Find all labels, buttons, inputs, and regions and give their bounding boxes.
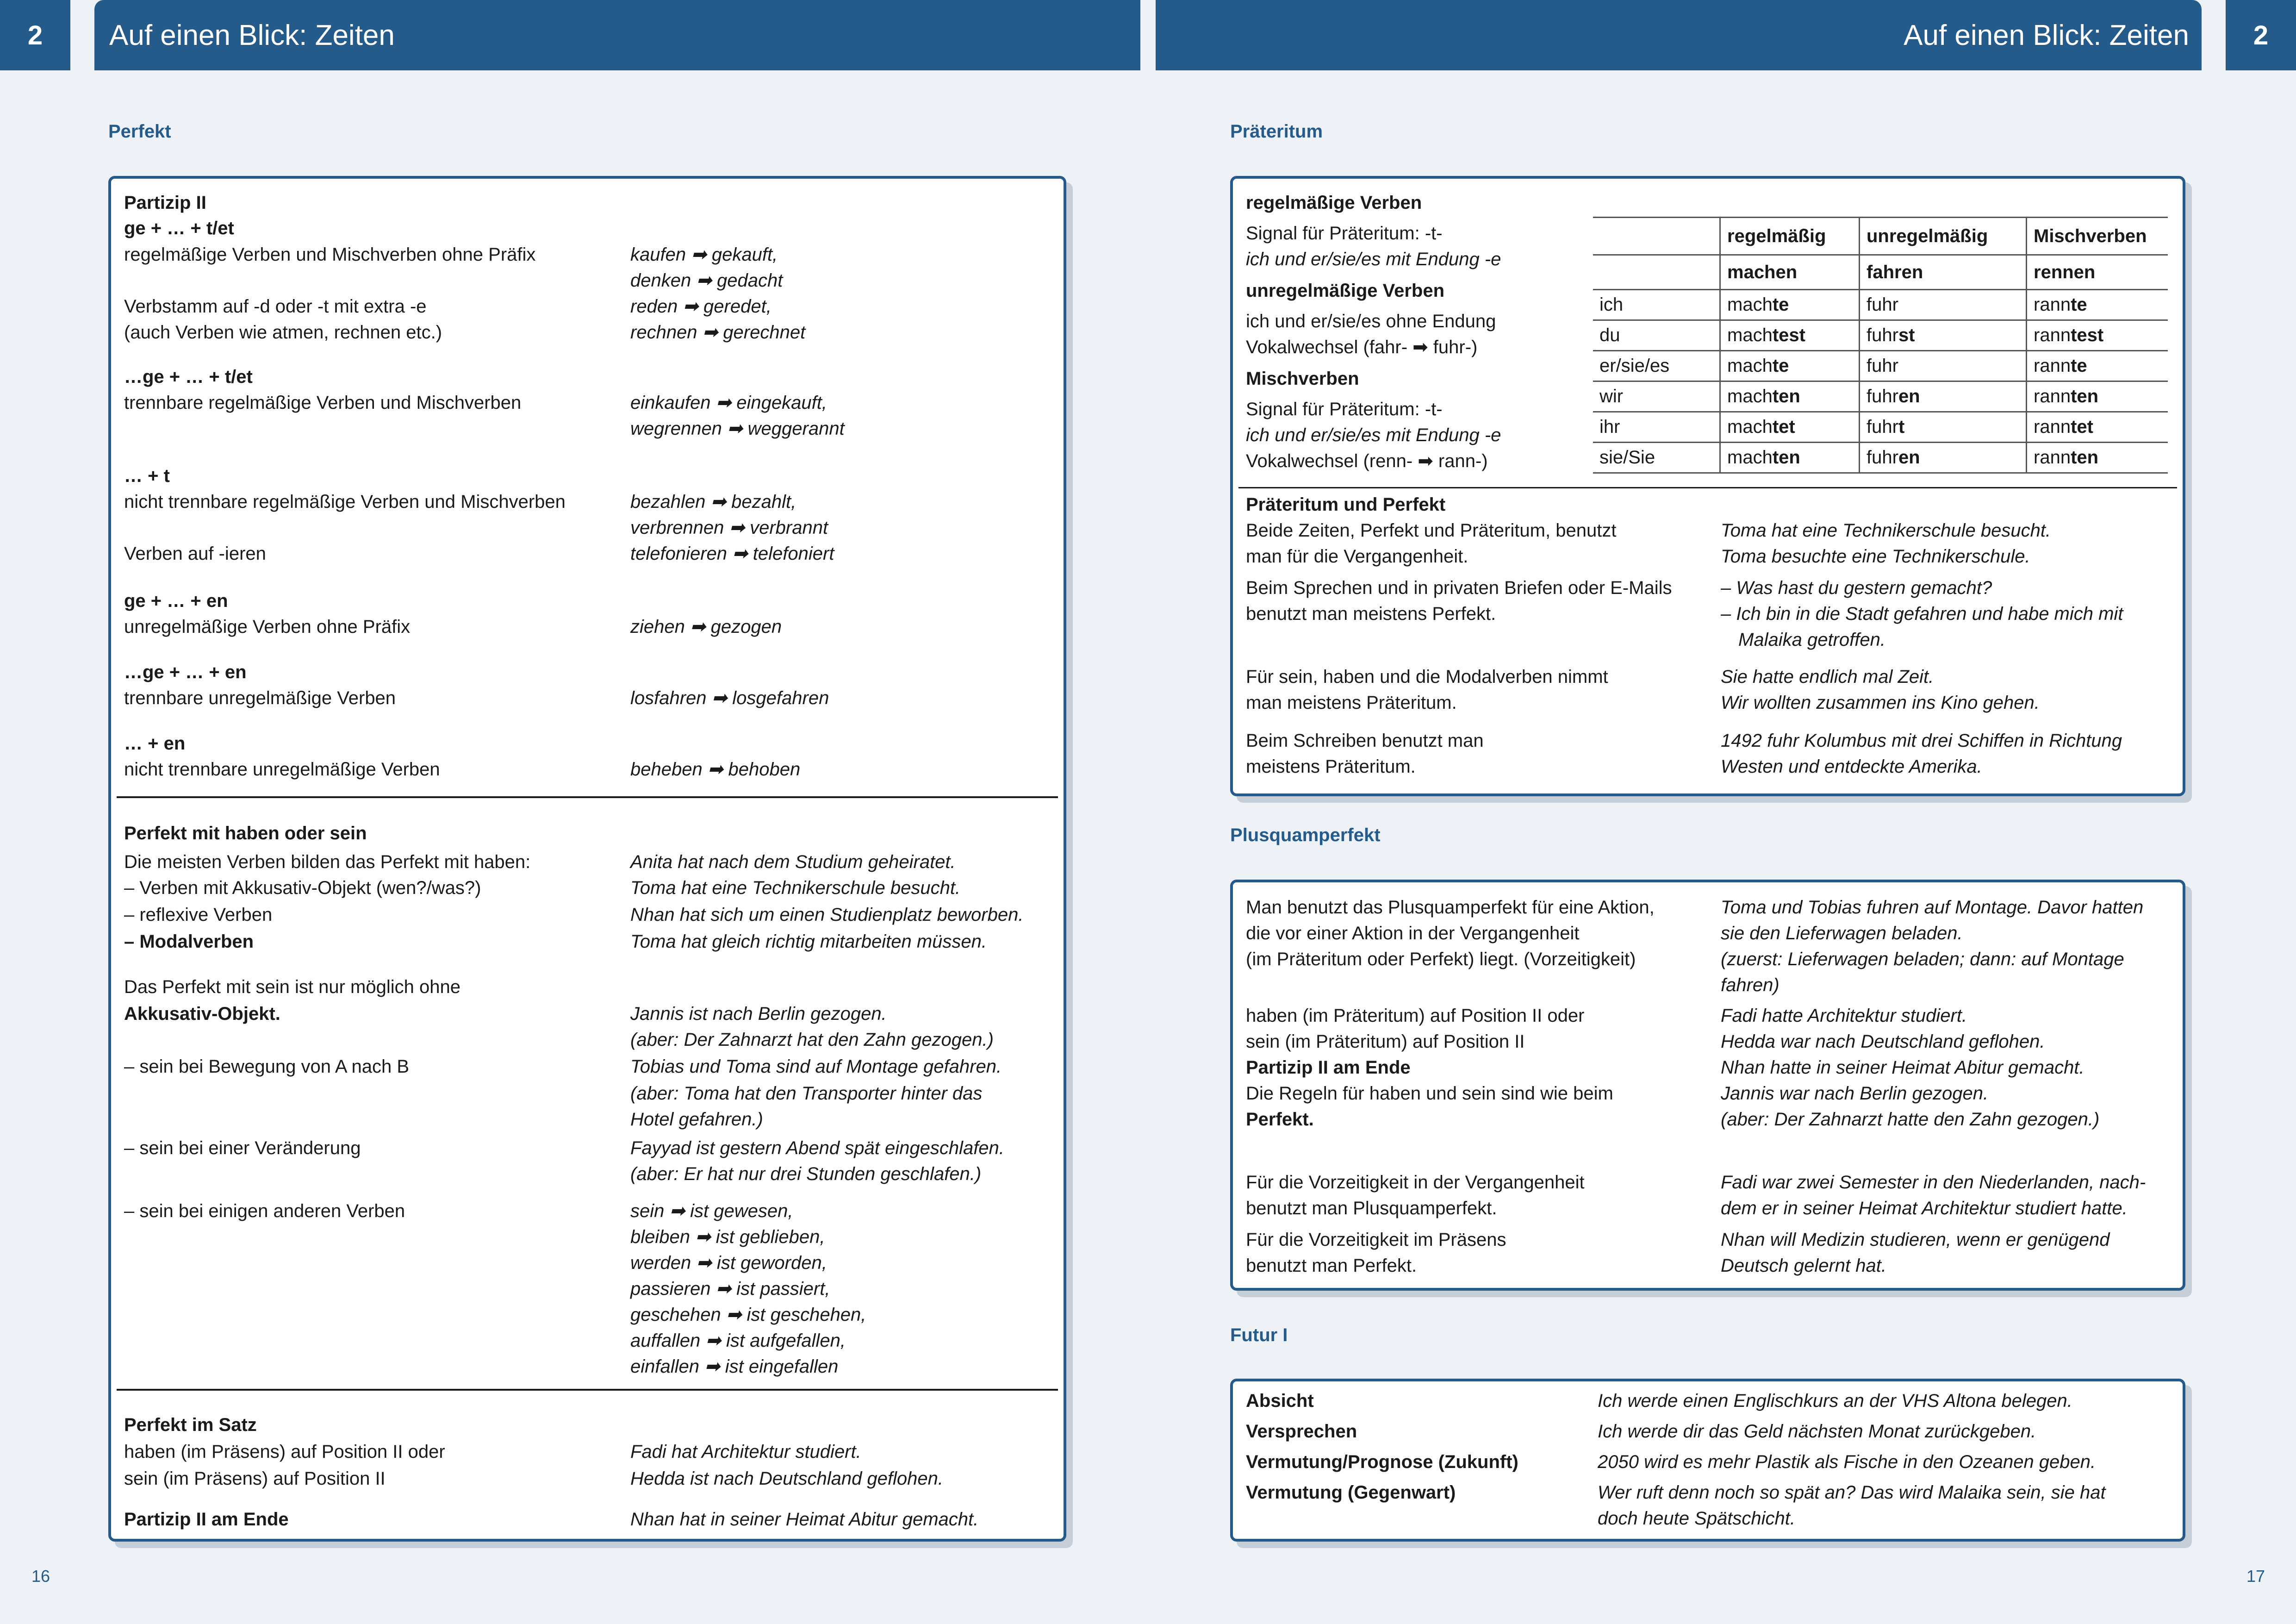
table-cell: rannte <box>2027 290 2168 320</box>
example-text: dem er in seiner Heimat Architektur studiert hatte. <box>1721 1198 2128 1218</box>
rule-text: Perfekt. <box>1246 1109 1314 1130</box>
table-cell: rennen <box>2027 255 2168 290</box>
rule-text: ich und er/sie/es mit Endung -e <box>1246 425 1501 445</box>
example-text: Toma und Tobias fuhren auf Montage. Davor hatten <box>1721 897 2144 918</box>
example-text: Nhan will Medizin studieren, wenn er genügend <box>1721 1230 2110 1250</box>
page-number-right: 17 <box>2246 1567 2265 1586</box>
subheading: regelmäßige Verben <box>1246 193 1422 213</box>
example-text: Toma besuchte eine Technikerschule. <box>1721 546 2030 567</box>
table-cell: fahren <box>1860 255 2027 290</box>
rule-text: – sein bei Bewegung von A nach B <box>124 1056 410 1077</box>
conjugation-table <box>1593 217 2168 474</box>
rule-text: Das Perfekt mit sein ist nur möglich ohne <box>124 977 460 997</box>
example-text: einkaufen ➡ eingekauft, <box>630 393 827 413</box>
example-text: wegrennen ➡ weggerannt <box>630 418 845 439</box>
divider <box>117 796 1058 798</box>
futur-label: Vermutung/Prognose (Zukunft) <box>1246 1452 1518 1472</box>
example-text: Anita hat nach dem Studium geheiratet. <box>630 852 956 872</box>
table-row <box>1593 351 2168 381</box>
example-text: Hedda ist nach Deutschland geflohen. <box>630 1468 944 1489</box>
rule-text: haben (im Präteritum) auf Position II oder <box>1246 1006 1585 1026</box>
list-item: auffallen ➡ ist aufgefallen, <box>630 1330 846 1351</box>
example-text: Tobias und Toma sind auf Montage gefahren. <box>630 1056 1002 1077</box>
rule-text: man für die Vergangenheit. <box>1246 546 1468 567</box>
rule-text: (im Präteritum oder Perfekt) liegt. (Vorzeitigkeit) <box>1246 949 1636 969</box>
table-cell: fuhrst <box>1860 320 2027 351</box>
pattern-ge-t: ge + … + t/et <box>124 218 234 238</box>
example-text: Westen und entdeckte Amerika. <box>1721 756 1982 777</box>
table-row <box>1593 320 2168 351</box>
table-cell: machte <box>1720 351 1860 381</box>
rule-text: Vokalwechsel (renn- ➡ rann-) <box>1246 451 1488 471</box>
example-text: – Was hast du gestern gemacht? <box>1721 578 1992 598</box>
section-title-praeteritum: Präteritum <box>1230 121 1323 142</box>
example-text: Malaika getroffen. <box>1738 630 1885 650</box>
list-item: passieren ➡ ist passiert, <box>630 1279 830 1299</box>
rule-text: regelmäßige Verben und Mischverben ohne Präfix <box>124 244 536 265</box>
rule-text: trennbare unregelmäßige Verben <box>124 688 396 708</box>
example-text: Hedda war nach Deutschland geflohen. <box>1721 1031 2045 1052</box>
rule-text: Vokalwechsel (fahr- ➡ fuhr-) <box>1246 337 1478 357</box>
rule-text: ich und er/sie/es mit Endung -e <box>1246 249 1501 269</box>
example-text: Nhan hat in seiner Heimat Abitur gemacht. <box>630 1509 979 1530</box>
haben-sein-heading: Perfekt mit haben oder sein <box>124 823 367 843</box>
example-text: (aber: Der Zahnarzt hatte den Zahn gezogen.) <box>1721 1109 2100 1130</box>
example-text: Nhan hat sich um einen Studienplatz beworben. <box>630 905 1024 925</box>
example-text: verbrennen ➡ verbrannt <box>630 518 828 538</box>
page-title-right: Auf einen Blick: Zeiten <box>1904 19 2189 51</box>
example-text: beheben ➡ behoben <box>630 759 801 780</box>
rule-text: unregelmäßige Verben ohne Präfix <box>124 617 411 637</box>
rule-text: Beim Schreiben benutzt man <box>1246 731 1484 751</box>
table-cell: fuhren <box>1860 443 2027 473</box>
example-text: Hotel gefahren.) <box>630 1109 763 1130</box>
example-text: – Ich bin in die Stadt gefahren und habe mich mit <box>1721 604 2123 624</box>
table-row <box>1593 381 2168 412</box>
pattern-ge-en: ge + … + en <box>124 591 228 611</box>
rule-text: – Modalverben <box>124 931 254 952</box>
pattern-t: … + t <box>124 466 170 486</box>
table-cell: machtet <box>1720 412 1860 443</box>
rule-text: – sein bei einigen anderen Verben <box>124 1201 405 1221</box>
rule-text: Für die Vorzeitigkeit im Präsens <box>1246 1230 1506 1250</box>
rule-text: Partizip II am Ende <box>1246 1057 1411 1078</box>
example-text: Jannis war nach Berlin gezogen. <box>1721 1083 1989 1104</box>
example-text: Ich werde dir das Geld nächsten Monat zurückgeben. <box>1598 1421 2036 1442</box>
rule-text: haben (im Präsens) auf Position II oder <box>124 1442 445 1462</box>
example-text: denken ➡ gedacht <box>630 270 783 291</box>
page-number-left: 16 <box>31 1567 50 1586</box>
rule-text: benutzt man meistens Perfekt. <box>1246 604 1496 624</box>
subheading: unregelmäßige Verben <box>1246 281 1445 301</box>
table-header: regelmäßig <box>1720 218 1860 255</box>
partizip-heading: Partizip II <box>124 193 206 213</box>
example-text: Deutsch gelernt hat. <box>1721 1255 1886 1276</box>
table-cell: ich <box>1593 290 1720 320</box>
futur-label: Versprechen <box>1246 1421 1357 1442</box>
rule-text: die vor einer Aktion in der Vergangenheit <box>1246 923 1580 943</box>
example-text: losfahren ➡ losgefahren <box>630 688 829 708</box>
table-cell: rannte <box>2027 351 2168 381</box>
example-text: Nhan hatte in seiner Heimat Abitur gemacht. <box>1721 1057 2084 1078</box>
table-cell: machen <box>1720 255 1860 290</box>
table-cell: du <box>1593 320 1720 351</box>
pattern-en: … + en <box>124 733 186 754</box>
table-cell: rannten <box>2027 443 2168 473</box>
futur-label: Absicht <box>1246 1391 1314 1411</box>
rule-text: – sein bei einer Veränderung <box>124 1138 361 1158</box>
chapter-number-left: 2 <box>0 0 70 70</box>
list-item: geschehen ➡ ist geschehen, <box>630 1305 866 1325</box>
table-cell: fuhr <box>1860 290 2027 320</box>
example-text: (aber: Er hat nur drei Stunden geschlafen.) <box>630 1164 982 1184</box>
example-text: Fayyad ist gestern Abend spät eingeschlafen. <box>630 1138 1004 1158</box>
rule-text: (auch Verben wie atmen, rechnen etc.) <box>124 322 442 343</box>
example-text: 1492 fuhr Kolumbus mit drei Schiffen in Richtung <box>1721 731 2122 751</box>
example-text: Sie hatte endlich mal Zeit. <box>1721 667 1934 687</box>
rule-text: nicht trennbare unregelmäßige Verben <box>124 759 440 780</box>
example-text: ziehen ➡ gezogen <box>630 617 782 637</box>
rule-text: sein (im Präteritum) auf Position II <box>1246 1031 1525 1052</box>
list-item: einfallen ➡ ist eingefallen <box>630 1356 839 1377</box>
rule-text: trennbare regelmäßige Verben und Mischverben <box>124 393 522 413</box>
example-text: reden ➡ geredet, <box>630 296 772 317</box>
rule-text: Beide Zeiten, Perfekt und Präteritum, benutzt <box>1246 520 1617 541</box>
table-cell: ihr <box>1593 412 1720 443</box>
chapter-number-right: 2 <box>2226 0 2296 70</box>
table-cell: machte <box>1720 290 1860 320</box>
rule-text: Signal für Präteritum: -t- <box>1246 399 1443 419</box>
table-header: unregelmäßig <box>1860 218 2027 255</box>
rule-text: Verben auf -ieren <box>124 543 266 564</box>
example-text: (zuerst: Lieferwagen beladen; dann: auf Montage <box>1721 949 2124 969</box>
example-text: Wir wollten zusammen ins Kino gehen. <box>1721 693 2040 713</box>
subheading: Mischverben <box>1246 369 1359 389</box>
divider <box>117 1389 1058 1391</box>
table-cell: fuhr <box>1860 351 2027 381</box>
table-cell: machtest <box>1720 320 1860 351</box>
table-cell: wir <box>1593 381 1720 412</box>
table-cell: fuhren <box>1860 381 2027 412</box>
table-cell: machten <box>1720 443 1860 473</box>
example-text: Ich werde einen Englischkurs an der VHS Altona belegen. <box>1598 1391 2072 1411</box>
table-cell: rannten <box>2027 381 2168 412</box>
satz-heading: Perfekt im Satz <box>124 1415 257 1435</box>
list-item: sein ➡ ist gewesen, <box>630 1201 793 1221</box>
rule-text: Man benutzt das Plusquamperfekt für eine Aktion, <box>1246 897 1655 918</box>
rule-text: benutzt man Perfekt. <box>1246 1255 1417 1276</box>
example-text: Toma hat gleich richtig mitarbeiten müssen. <box>630 931 987 952</box>
example-text: Wer ruft denn noch so spät an? Das wird Malaika sein, sie hat <box>1598 1482 2106 1503</box>
rule-text: nicht trennbare regelmäßige Verben und Mischverben <box>124 492 566 512</box>
rule-text: man meistens Präteritum. <box>1246 693 1457 713</box>
rule-text: Die Regeln für haben und sein sind wie beim <box>1246 1083 1613 1104</box>
rule-text: Partizip II am Ende <box>124 1509 289 1530</box>
example-text: fahren) <box>1721 975 1780 995</box>
rule-text: Beim Sprechen und in privaten Briefen oder E-Mails <box>1246 578 1672 598</box>
pattern-ge-en-trennbar: …ge + … + en <box>124 662 247 682</box>
rule-text: benutzt man Plusquamperfekt. <box>1246 1198 1497 1218</box>
rule-text: Verbstamm auf -d oder -t mit extra -e <box>124 296 427 317</box>
rule-text: – reflexive Verben <box>124 905 273 925</box>
table-header: Mischverben <box>2027 218 2168 255</box>
example-text: (aber: Der Zahnarzt hat den Zahn gezogen.) <box>630 1030 994 1050</box>
example-text: doch heute Spätschicht. <box>1598 1508 1795 1529</box>
rule-text: Für die Vorzeitigkeit in der Vergangenheit <box>1246 1172 1585 1193</box>
table-cell: ranntest <box>2027 320 2168 351</box>
example-text: Fadi war zwei Semester in den Niederlanden, nach- <box>1721 1172 2146 1193</box>
rule-text: – Verben mit Akkusativ-Objekt (wen?/was?) <box>124 878 481 898</box>
table-cell: er/sie/es <box>1593 351 1720 381</box>
example-text: kaufen ➡ gekauft, <box>630 244 778 265</box>
page-title-left: Auf einen Blick: Zeiten <box>109 19 395 51</box>
example-text: Fadi hat Architektur studiert. <box>630 1442 861 1462</box>
table-cell: machten <box>1720 381 1860 412</box>
example-text: Jannis ist nach Berlin gezogen. <box>630 1004 887 1024</box>
example-text: Toma hat eine Technikerschule besucht. <box>630 878 961 898</box>
table-header <box>1593 218 1720 255</box>
rule-text: Akkusativ-Objekt. <box>124 1004 280 1024</box>
example-text: 2050 wird es mehr Plastik als Fische in den Ozeanen geben. <box>1598 1452 2096 1472</box>
section-title-perfekt: Perfekt <box>108 121 171 142</box>
table-row <box>1593 443 2168 473</box>
rule-text: Die meisten Verben bilden das Perfekt mit haben: <box>124 852 531 872</box>
example-text: telefonieren ➡ telefoniert <box>630 543 834 564</box>
rule-text: Signal für Präteritum: -t- <box>1246 223 1443 244</box>
example-text: bezahlen ➡ bezahlt, <box>630 492 796 512</box>
example-text: rechnen ➡ gerechnet <box>630 322 806 343</box>
table-cell: fuhrt <box>1860 412 2027 443</box>
example-text: Fadi hatte Architektur studiert. <box>1721 1006 1967 1026</box>
list-item: bleiben ➡ ist geblieben, <box>630 1227 825 1247</box>
futur-label: Vermutung (Gegenwart) <box>1246 1482 1456 1503</box>
subheading: Präteritum und Perfekt <box>1246 494 1446 515</box>
table-cell: ranntet <box>2027 412 2168 443</box>
rule-text: ich und er/sie/es ohne Endung <box>1246 311 1496 331</box>
example-text: sie den Lieferwagen beladen. <box>1721 923 1963 943</box>
table-row <box>1593 290 2168 320</box>
rule-text: Für sein, haben und die Modalverben nimmt <box>1246 667 1608 687</box>
example-text: (aber: Toma hat den Transporter hinter das <box>630 1083 983 1104</box>
rule-text: sein (im Präsens) auf Position II <box>124 1468 386 1489</box>
section-title-plusquamperfekt: Plusquamperfekt <box>1230 825 1381 845</box>
section-title-futur: Futur I <box>1230 1325 1288 1345</box>
pattern-ge-t-trennbar: …ge + … + t/et <box>124 367 253 387</box>
table-cell: sie/Sie <box>1593 443 1720 473</box>
divider <box>1238 487 2177 488</box>
list-item: werden ➡ ist geworden, <box>630 1253 827 1273</box>
rule-text: meistens Präteritum. <box>1246 756 1416 777</box>
table-row <box>1593 412 2168 443</box>
table-cell <box>1593 255 1720 290</box>
example-text: Toma hat eine Technikerschule besucht. <box>1721 520 2051 541</box>
